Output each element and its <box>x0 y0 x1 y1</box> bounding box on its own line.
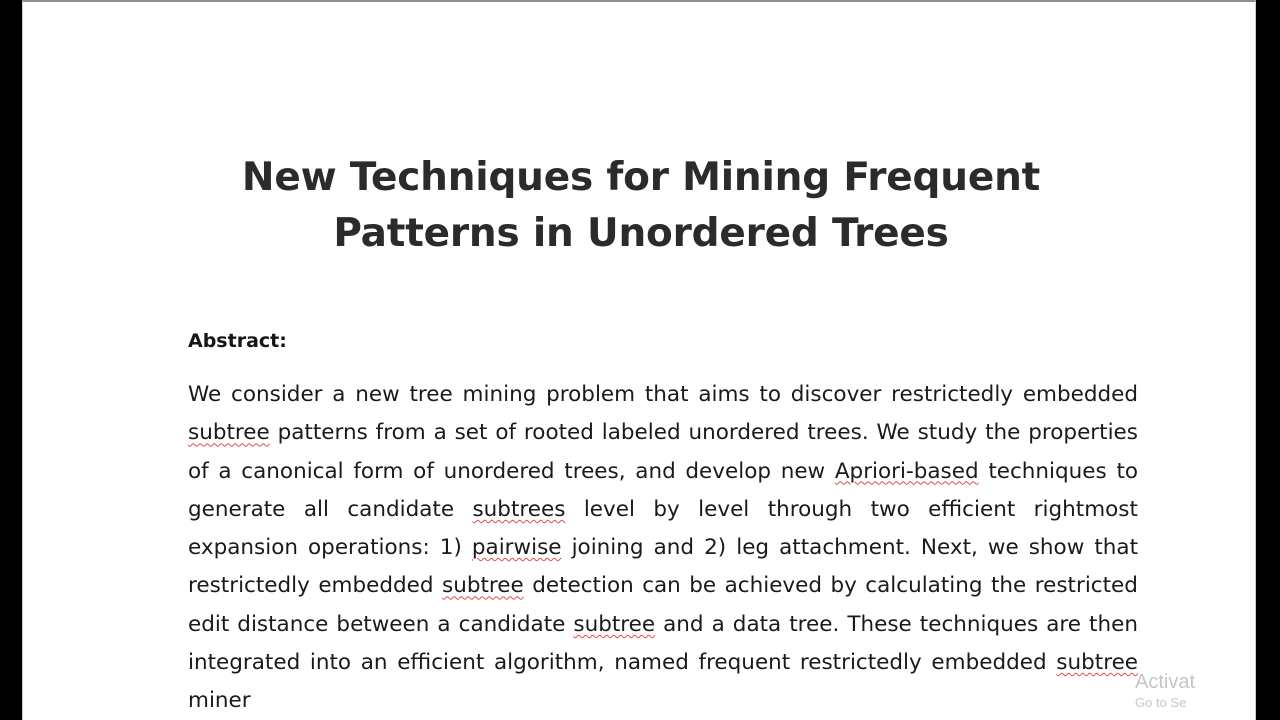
misspelled-word: subtree <box>573 611 656 637</box>
misspelled-word: subtree <box>1056 650 1139 676</box>
abstract-label: Abstract: <box>188 330 287 352</box>
misspelled-word: Apriori-based <box>834 458 979 484</box>
document-content <box>166 2 1139 720</box>
watermark-subtitle: Go to Se <box>1135 695 1187 710</box>
document-page <box>22 0 1256 720</box>
abstract-paragraph: We consider a new tree mining problem that aims to discover restrictedly embedded subtree patterns from a set of rooted labeled unordered trees. We study the properties of a canonical form of unordered trees, and develop new Apriori-based techniques to generate all candidate subtrees level by level through two efficient rightmost expansion operations: 1) pairwise joining and 2) leg attachment. Next, we show that restrictedly embedded subtree detection can be achieved by calculating the restricted edit distance between a candidate subtree and a data tree. These techniques are then integrated into an efficient algorithm, named frequent restrictedly embedded subtree miner <box>188 382 1139 714</box>
misspelled-word: subtrees <box>472 496 566 522</box>
letterbox-right <box>1256 0 1280 720</box>
watermark-title: Activat <box>1135 671 1196 693</box>
page-title: New Techniques for Mining Frequent Patterns in Unordered Trees <box>241 155 1041 256</box>
misspelled-word: subtree <box>188 420 270 446</box>
letterbox-left <box>0 0 22 720</box>
misspelled-word: pairwise <box>471 535 562 561</box>
misspelled-word: subtree <box>442 573 524 599</box>
activation-watermark <box>1135 670 1255 712</box>
